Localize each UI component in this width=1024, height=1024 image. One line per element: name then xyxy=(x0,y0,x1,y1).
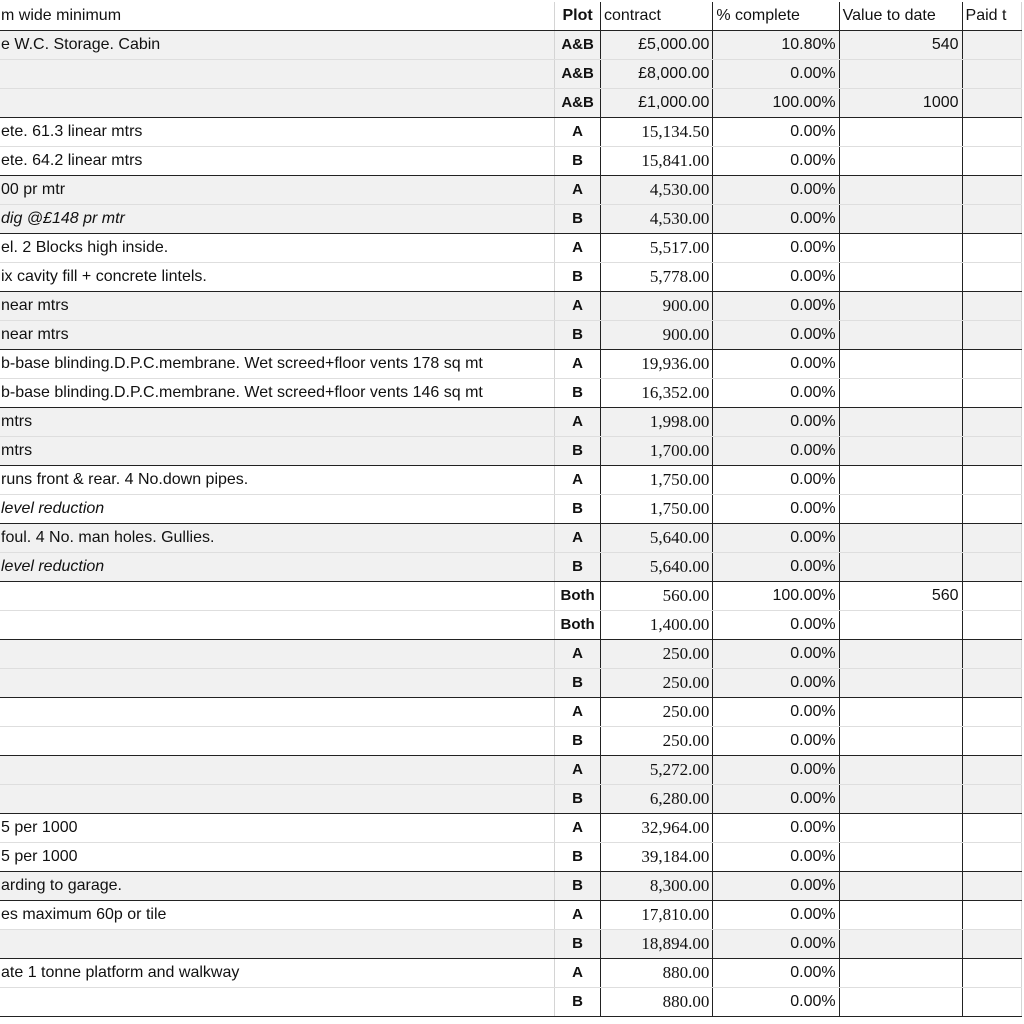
paid-cell[interactable] xyxy=(962,31,1021,60)
contract-cell[interactable]: 15,841.00 xyxy=(600,147,712,176)
percent-complete-cell[interactable]: 0.00% xyxy=(713,640,839,669)
description-cell[interactable]: level reduction xyxy=(0,495,555,524)
contract-cell[interactable]: 39,184.00 xyxy=(600,843,712,872)
header-plot-cell[interactable]: Plot xyxy=(555,2,601,31)
table-row xyxy=(0,350,1022,379)
percent-complete-cell[interactable]: 0.00% xyxy=(713,959,839,988)
plot-cell[interactable]: A xyxy=(555,408,601,437)
percent-complete-cell[interactable]: 0.00% xyxy=(713,756,839,785)
value-to-date-cell[interactable] xyxy=(839,292,962,321)
table-row xyxy=(0,437,1022,466)
percent-complete-cell[interactable]: 0.00% xyxy=(713,408,839,437)
paid-cell[interactable] xyxy=(962,669,1021,698)
value-to-date-cell[interactable] xyxy=(839,437,962,466)
plot-cell[interactable]: B xyxy=(555,872,601,901)
paid-cell[interactable] xyxy=(962,959,1021,988)
plot-cell[interactable]: A xyxy=(555,524,601,553)
value-to-date-cell[interactable] xyxy=(839,263,962,292)
plot-cell[interactable]: A xyxy=(555,466,601,495)
value-to-date-cell[interactable] xyxy=(839,118,962,147)
table-row xyxy=(0,640,1022,669)
description-cell[interactable] xyxy=(0,785,555,814)
paid-cell[interactable] xyxy=(962,437,1021,466)
value-to-date-cell[interactable] xyxy=(839,176,962,205)
contract-cell[interactable]: 250.00 xyxy=(600,727,712,756)
description-cell[interactable] xyxy=(0,582,555,611)
contract-cell[interactable]: 17,810.00 xyxy=(600,901,712,930)
plot-cell[interactable]: A xyxy=(555,350,601,379)
percent-complete-cell[interactable]: 0.00% xyxy=(713,234,839,263)
contract-cell[interactable]: 900.00 xyxy=(600,292,712,321)
paid-cell[interactable] xyxy=(962,495,1021,524)
contract-cell[interactable]: 32,964.00 xyxy=(600,814,712,843)
description-cell[interactable]: 5 per 1000 xyxy=(0,814,555,843)
paid-cell[interactable] xyxy=(962,785,1021,814)
value-to-date-cell[interactable] xyxy=(839,814,962,843)
table-row xyxy=(0,60,1022,89)
description-cell[interactable]: near mtrs xyxy=(0,292,555,321)
plot-cell[interactable]: A xyxy=(555,901,601,930)
contract-cell[interactable]: 1,750.00 xyxy=(600,466,712,495)
plot-cell[interactable]: B xyxy=(555,930,601,959)
description-cell[interactable]: arding to garage. xyxy=(0,872,555,901)
contract-cell[interactable]: 5,272.00 xyxy=(600,756,712,785)
table-row xyxy=(0,553,1022,582)
table-row xyxy=(0,698,1022,727)
paid-cell[interactable] xyxy=(962,988,1021,1017)
plot-cell[interactable]: A&B xyxy=(555,60,601,89)
percent-complete-cell[interactable]: 0.00% xyxy=(713,466,839,495)
paid-cell[interactable] xyxy=(962,205,1021,234)
plot-cell[interactable]: B xyxy=(555,147,601,176)
percent-complete-cell[interactable]: 0.00% xyxy=(713,901,839,930)
description-cell[interactable] xyxy=(0,727,555,756)
percent-complete-cell[interactable]: 0.00% xyxy=(713,350,839,379)
paid-cell[interactable] xyxy=(962,930,1021,959)
percent-complete-cell[interactable]: 0.00% xyxy=(713,176,839,205)
description-cell[interactable] xyxy=(0,930,555,959)
value-to-date-cell[interactable] xyxy=(839,379,962,408)
plot-cell[interactable]: B xyxy=(555,727,601,756)
plot-cell[interactable]: A&B xyxy=(555,31,601,60)
percent-complete-cell[interactable]: 0.00% xyxy=(713,930,839,959)
paid-cell[interactable] xyxy=(962,524,1021,553)
header-value-to-date-cell[interactable]: Value to date xyxy=(839,2,962,31)
plot-cell[interactable]: B xyxy=(555,669,601,698)
paid-cell[interactable] xyxy=(962,234,1021,263)
value-to-date-cell[interactable] xyxy=(839,727,962,756)
table-row xyxy=(0,843,1022,872)
value-to-date-cell[interactable]: 540 xyxy=(839,31,962,60)
contract-cell[interactable]: 4,530.00 xyxy=(600,205,712,234)
paid-cell[interactable] xyxy=(962,872,1021,901)
table-row xyxy=(0,988,1022,1017)
value-to-date-cell[interactable] xyxy=(839,553,962,582)
table-row xyxy=(0,959,1022,988)
table-row xyxy=(0,814,1022,843)
percent-complete-cell[interactable]: 0.00% xyxy=(713,495,839,524)
paid-cell[interactable] xyxy=(962,698,1021,727)
value-to-date-cell[interactable] xyxy=(839,988,962,1017)
header-description-cell[interactable]: m wide minimum xyxy=(0,2,555,31)
description-cell[interactable]: runs front & rear. 4 No.down pipes. xyxy=(0,466,555,495)
plot-cell[interactable]: B xyxy=(555,495,601,524)
contract-cell[interactable]: 16,352.00 xyxy=(600,379,712,408)
description-cell[interactable]: ate 1 tonne platform and walkway xyxy=(0,959,555,988)
table-row xyxy=(0,611,1022,640)
paid-cell[interactable] xyxy=(962,321,1021,350)
description-cell[interactable] xyxy=(0,60,555,89)
value-to-date-cell[interactable] xyxy=(839,524,962,553)
percent-complete-cell[interactable]: 0.00% xyxy=(713,263,839,292)
paid-cell[interactable] xyxy=(962,814,1021,843)
header-paid-cell[interactable]: Paid t xyxy=(962,2,1021,31)
header-percent-complete-cell[interactable]: % complete xyxy=(713,2,839,31)
percent-complete-cell[interactable]: 0.00% xyxy=(713,785,839,814)
description-cell[interactable]: foul. 4 No. man holes. Gullies. xyxy=(0,524,555,553)
percent-complete-cell[interactable]: 0.00% xyxy=(713,379,839,408)
table-row xyxy=(0,176,1022,205)
contract-cell[interactable]: 18,894.00 xyxy=(600,930,712,959)
contract-cell[interactable]: 8,300.00 xyxy=(600,872,712,901)
value-to-date-cell[interactable] xyxy=(839,350,962,379)
description-cell[interactable]: 5 per 1000 xyxy=(0,843,555,872)
description-cell[interactable]: ete. 61.3 linear mtrs xyxy=(0,118,555,147)
plot-cell[interactable]: B xyxy=(555,379,601,408)
plot-cell[interactable]: B xyxy=(555,437,601,466)
percent-complete-cell[interactable]: 0.00% xyxy=(713,524,839,553)
contract-cell[interactable]: 5,640.00 xyxy=(600,524,712,553)
table-row xyxy=(0,669,1022,698)
table-row xyxy=(0,930,1022,959)
value-to-date-cell[interactable] xyxy=(839,466,962,495)
value-to-date-cell[interactable] xyxy=(839,321,962,350)
value-to-date-cell[interactable] xyxy=(839,234,962,263)
contract-cell[interactable]: £1,000.00 xyxy=(600,89,712,118)
plot-cell[interactable]: A xyxy=(555,959,601,988)
paid-cell[interactable] xyxy=(962,147,1021,176)
description-cell[interactable]: 00 pr mtr xyxy=(0,176,555,205)
value-to-date-cell[interactable]: 560 xyxy=(839,582,962,611)
table-row xyxy=(0,263,1022,292)
contract-cell[interactable]: £5,000.00 xyxy=(600,31,712,60)
paid-cell[interactable] xyxy=(962,640,1021,669)
table-row xyxy=(0,466,1022,495)
table-row xyxy=(0,31,1022,60)
percent-complete-cell[interactable]: 0.00% xyxy=(713,872,839,901)
contract-cell[interactable]: 4,530.00 xyxy=(600,176,712,205)
header-row xyxy=(0,2,1022,31)
plot-cell[interactable]: B xyxy=(555,553,601,582)
description-cell[interactable]: mtrs xyxy=(0,408,555,437)
paid-cell[interactable] xyxy=(962,118,1021,147)
header-contract-cell[interactable]: contract xyxy=(600,2,712,31)
value-to-date-cell[interactable] xyxy=(839,785,962,814)
description-cell[interactable]: level reduction xyxy=(0,553,555,582)
paid-cell[interactable] xyxy=(962,756,1021,785)
contract-cell[interactable]: 250.00 xyxy=(600,640,712,669)
description-cell[interactable] xyxy=(0,756,555,785)
description-cell[interactable]: ix cavity fill + concrete lintels. xyxy=(0,263,555,292)
value-to-date-cell[interactable] xyxy=(839,872,962,901)
table-row xyxy=(0,118,1022,147)
percent-complete-cell[interactable]: 0.00% xyxy=(713,843,839,872)
table-row xyxy=(0,205,1022,234)
plot-cell[interactable]: B xyxy=(555,205,601,234)
plot-cell[interactable]: A xyxy=(555,756,601,785)
value-to-date-cell[interactable] xyxy=(839,669,962,698)
value-to-date-cell[interactable] xyxy=(839,930,962,959)
value-to-date-cell[interactable] xyxy=(839,60,962,89)
percent-complete-cell[interactable]: 0.00% xyxy=(713,205,839,234)
contract-cell[interactable]: 5,517.00 xyxy=(600,234,712,263)
percent-complete-cell[interactable]: 0.00% xyxy=(713,60,839,89)
paid-cell[interactable] xyxy=(962,727,1021,756)
table-row xyxy=(0,727,1022,756)
contract-cell[interactable]: 1,700.00 xyxy=(600,437,712,466)
contract-cell[interactable]: 250.00 xyxy=(600,698,712,727)
table-row xyxy=(0,901,1022,930)
plot-cell[interactable]: A xyxy=(555,698,601,727)
percent-complete-cell[interactable]: 0.00% xyxy=(713,988,839,1017)
description-cell[interactable]: el. 2 Blocks high inside. xyxy=(0,234,555,263)
paid-cell[interactable] xyxy=(962,379,1021,408)
percent-complete-cell[interactable]: 10.80% xyxy=(713,31,839,60)
paid-cell[interactable] xyxy=(962,292,1021,321)
description-cell[interactable] xyxy=(0,89,555,118)
table-row xyxy=(0,756,1022,785)
percent-complete-cell[interactable]: 100.00% xyxy=(713,89,839,118)
contract-cell[interactable]: 1,400.00 xyxy=(600,611,712,640)
paid-cell[interactable] xyxy=(962,901,1021,930)
plot-cell[interactable]: B xyxy=(555,843,601,872)
table-row xyxy=(0,89,1022,118)
contract-cell[interactable]: 5,640.00 xyxy=(600,553,712,582)
description-cell[interactable] xyxy=(0,698,555,727)
paid-cell[interactable] xyxy=(962,350,1021,379)
percent-complete-cell[interactable]: 0.00% xyxy=(713,292,839,321)
contract-cell[interactable]: 900.00 xyxy=(600,321,712,350)
description-cell[interactable]: ete. 64.2 linear mtrs xyxy=(0,147,555,176)
value-to-date-cell[interactable] xyxy=(839,408,962,437)
percent-complete-cell[interactable]: 0.00% xyxy=(713,553,839,582)
table-row xyxy=(0,321,1022,350)
value-to-date-cell[interactable] xyxy=(839,959,962,988)
value-to-date-cell[interactable] xyxy=(839,611,962,640)
description-cell[interactable] xyxy=(0,669,555,698)
table-row xyxy=(0,785,1022,814)
plot-cell[interactable]: A xyxy=(555,292,601,321)
description-cell[interactable] xyxy=(0,640,555,669)
description-cell[interactable] xyxy=(0,988,555,1017)
table-row xyxy=(0,582,1022,611)
paid-cell[interactable] xyxy=(962,176,1021,205)
plot-cell[interactable]: A xyxy=(555,814,601,843)
contract-cell[interactable]: £8,000.00 xyxy=(600,60,712,89)
contract-cell[interactable]: 1,998.00 xyxy=(600,408,712,437)
percent-complete-cell[interactable]: 0.00% xyxy=(713,814,839,843)
paid-cell[interactable] xyxy=(962,553,1021,582)
percent-complete-cell[interactable]: 0.00% xyxy=(713,698,839,727)
percent-complete-cell[interactable]: 0.00% xyxy=(713,118,839,147)
contract-cell[interactable]: 19,936.00 xyxy=(600,350,712,379)
table-row xyxy=(0,234,1022,263)
percent-complete-cell[interactable]: 0.00% xyxy=(713,321,839,350)
contract-cell[interactable]: 6,280.00 xyxy=(600,785,712,814)
plot-cell[interactable]: B xyxy=(555,321,601,350)
description-cell[interactable]: es maximum 60p or tile xyxy=(0,901,555,930)
plot-cell[interactable]: Both xyxy=(555,582,601,611)
plot-cell[interactable]: Both xyxy=(555,611,601,640)
plot-cell[interactable]: A xyxy=(555,234,601,263)
description-cell[interactable]: dig @£148 pr mtr xyxy=(0,205,555,234)
plot-cell[interactable]: A xyxy=(555,176,601,205)
percent-complete-cell[interactable]: 0.00% xyxy=(713,147,839,176)
table-row xyxy=(0,147,1022,176)
value-to-date-cell[interactable] xyxy=(839,640,962,669)
table-row xyxy=(0,495,1022,524)
description-cell[interactable]: b-base blinding.D.P.C.membrane. Wet screed+floor vents 178 sq mt xyxy=(0,350,555,379)
percent-complete-cell[interactable]: 0.00% xyxy=(713,611,839,640)
contract-cell[interactable]: 880.00 xyxy=(600,988,712,1017)
paid-cell[interactable] xyxy=(962,408,1021,437)
paid-cell[interactable] xyxy=(962,89,1021,118)
contract-cell[interactable]: 15,134.50 xyxy=(600,118,712,147)
plot-cell[interactable]: A xyxy=(555,118,601,147)
percent-complete-cell[interactable]: 100.00% xyxy=(713,582,839,611)
plot-cell[interactable]: B xyxy=(555,785,601,814)
value-to-date-cell[interactable] xyxy=(839,698,962,727)
paid-cell[interactable] xyxy=(962,263,1021,292)
percent-complete-cell[interactable]: 0.00% xyxy=(713,437,839,466)
table-row xyxy=(0,408,1022,437)
value-to-date-cell[interactable] xyxy=(839,843,962,872)
contract-cell[interactable]: 1,750.00 xyxy=(600,495,712,524)
value-to-date-cell[interactable] xyxy=(839,901,962,930)
description-cell[interactable]: mtrs xyxy=(0,437,555,466)
description-cell[interactable]: near mtrs xyxy=(0,321,555,350)
table-row xyxy=(0,524,1022,553)
table-row xyxy=(0,872,1022,901)
description-cell[interactable] xyxy=(0,611,555,640)
contract-cell[interactable]: 250.00 xyxy=(600,669,712,698)
paid-cell[interactable] xyxy=(962,466,1021,495)
contract-cell[interactable]: 880.00 xyxy=(600,959,712,988)
spreadsheet-grid xyxy=(0,2,1022,1017)
value-to-date-cell[interactable] xyxy=(839,147,962,176)
plot-cell[interactable]: B xyxy=(555,263,601,292)
value-to-date-cell[interactable] xyxy=(839,205,962,234)
table-row xyxy=(0,292,1022,321)
value-to-date-cell[interactable] xyxy=(839,756,962,785)
percent-complete-cell[interactable]: 0.00% xyxy=(713,727,839,756)
plot-cell[interactable]: B xyxy=(555,988,601,1017)
contract-cell[interactable]: 5,778.00 xyxy=(600,263,712,292)
plot-cell[interactable]: A xyxy=(555,640,601,669)
contract-cell[interactable]: 560.00 xyxy=(600,582,712,611)
description-cell[interactable]: b-base blinding.D.P.C.membrane. Wet screed+floor vents 146 sq mt xyxy=(0,379,555,408)
paid-cell[interactable] xyxy=(962,843,1021,872)
plot-cell[interactable]: A&B xyxy=(555,89,601,118)
description-cell[interactable]: e W.C. Storage. Cabin xyxy=(0,31,555,60)
paid-cell[interactable] xyxy=(962,611,1021,640)
paid-cell[interactable] xyxy=(962,60,1021,89)
percent-complete-cell[interactable]: 0.00% xyxy=(713,669,839,698)
value-to-date-cell[interactable]: 1000 xyxy=(839,89,962,118)
paid-cell[interactable] xyxy=(962,582,1021,611)
value-to-date-cell[interactable] xyxy=(839,495,962,524)
table-row xyxy=(0,379,1022,408)
